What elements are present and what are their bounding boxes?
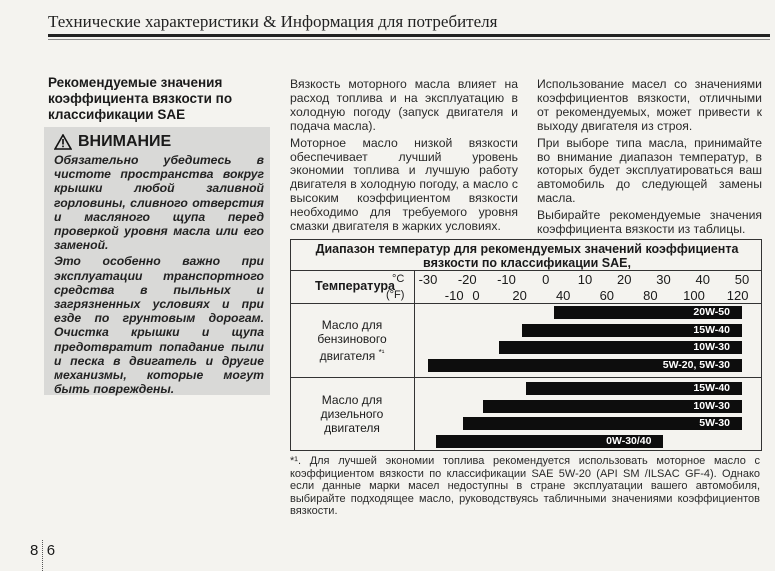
column-3-paragraph-3: Выбирайте рекомендуемые значения коэффициента вязкости из таблицы. [537, 208, 762, 237]
table-divider-vertical [414, 270, 415, 451]
page-number-divider [42, 540, 43, 571]
warning-heading [54, 133, 171, 151]
column-2-text [290, 78, 518, 234]
celsius-tick-label: 40 [695, 272, 710, 287]
celsius-tick-label: -30 [418, 272, 438, 287]
footnote-text: Для лучшей экономии топлива рекомендуется использовать моторное масло с коэффициентом вязкости по классификации SAE 5W-20 (API SM /ILSAC GF-4). Однако если данные марки масел недоступны в стране эксплуатации вашего автомобиля, выбирайте подходящее масло, руководствуясь табличными значениями коэффициентов вязкости. [290, 455, 761, 518]
footnote [290, 455, 760, 518]
fahrenheit-tick-label: 80 [643, 288, 658, 303]
celsius-tick-label: -20 [457, 272, 477, 287]
warning-paragraph-1: Обязательно убедитесь в чистоте пространства вокруг крышки любой заливной горловины, сливного отверстия и масляного щупа перед проверкой уровня масла или его заменой. [54, 153, 264, 253]
table-divider-groups [290, 377, 762, 378]
celsius-tick-label: -10 [497, 272, 516, 287]
table-divider-header [290, 270, 762, 271]
viscosity-bar-label: 10W-30 [693, 399, 730, 412]
header-rule [48, 34, 770, 37]
page-chapter: 8 [30, 542, 39, 559]
viscosity-bar-label: 15W-40 [693, 382, 730, 394]
viscosity-bar-label: 15W-40 [693, 323, 730, 336]
page-number-value: 6 [46, 542, 56, 559]
section-title: Рекомендуемые значения коэффициента вязкости по классификации SAE [48, 75, 233, 122]
celsius-tick-label: 10 [577, 272, 593, 287]
warning-heading-text: ВНИМАНИЕ [78, 133, 172, 150]
gasoline-footnote-mark: *¹ [378, 348, 385, 357]
warning-triangle-icon [54, 134, 72, 150]
fahrenheit-tick-label: 0 [472, 288, 480, 303]
temperature-label: Температура [315, 279, 395, 293]
column-2-paragraph-2: Моторное масло низкой вязкости обеспечивает лучший уровень экономии топлива и лучшую работу двигателя в холодную погоду, а масло с высоким коэффициентом вязкости необходимо для требуемого уровня смазки двигателя в жарких условиях. [290, 135, 518, 234]
fahrenheit-tick-label: 20 [512, 288, 527, 303]
viscosity-bar-label: 5W-20, 5W-30 [662, 358, 730, 371]
gasoline-oil-label [292, 318, 412, 363]
column-3-paragraph-1: Использование масел со значениями коэффициентов вязкости, отличными от рекомендуемых, может привести к выходу двигателя из строя. [537, 77, 762, 133]
diesel-oil-label: Масло для дизельного двигателя [320, 393, 384, 435]
viscosity-bar-label: 0W-30/40 [606, 434, 652, 447]
celsius-tick-label: 20 [617, 272, 632, 287]
table-divider-scale [290, 303, 762, 304]
viscosity-table-title: Диапазон температур для рекомендуемых значений коэффициента вязкости по классификации SAE, [315, 242, 739, 270]
celsius-tick-label: 0 [542, 272, 550, 287]
footnote-mark: *¹. [290, 455, 301, 467]
column-3-text [537, 78, 762, 237]
viscosity-bar-label: 20W-50 [693, 306, 730, 318]
fahrenheit-tick-label: 100 [683, 288, 705, 303]
gasoline-oil-label-text: Масло для бензинового двигателя [317, 318, 387, 363]
page-header-title: Технические характеристики & Информация для потребителя [48, 12, 498, 31]
fahrenheit-tick-label: -10 [444, 288, 464, 303]
header-thin-rule [48, 39, 770, 40]
warning-text [54, 153, 264, 396]
fahrenheit-tick-label: 120 [726, 288, 749, 303]
fahrenheit-tick-label: 40 [555, 288, 571, 303]
column-3-paragraph-2: При выборе типа масла, принимайте во внимание диапазон температур, в которых будет эксплуатироваться ваш автомобиль до следующей замены масла. [537, 135, 762, 206]
celsius-tick-label: 30 [656, 272, 671, 287]
viscosity-bar-label: 5W-30 [699, 417, 730, 429]
viscosity-bar-label: 10W-30 [693, 341, 730, 353]
fahrenheit-tick-label: 60 [599, 288, 615, 303]
column-2-paragraph-1: Вязкость моторного масла влияет на расход топлива и на эксплуатацию в холодную погоду (запуск двигателя и подача масла). [290, 77, 518, 133]
celsius-unit: °C [392, 273, 405, 285]
fahrenheit-unit: (°F) [386, 289, 405, 301]
warning-paragraph-2: Это особенно важно при эксплуатации транспортного средства в пыльных и загрязненных условиях и при езде по грунтовым дорогам. Очистка крышки и щупа предотвратит попадание пыли и песка в двигатель и другие механизмы, которые могут быть повреждены. [54, 254, 264, 397]
celsius-tick-label: 50 [734, 272, 750, 287]
